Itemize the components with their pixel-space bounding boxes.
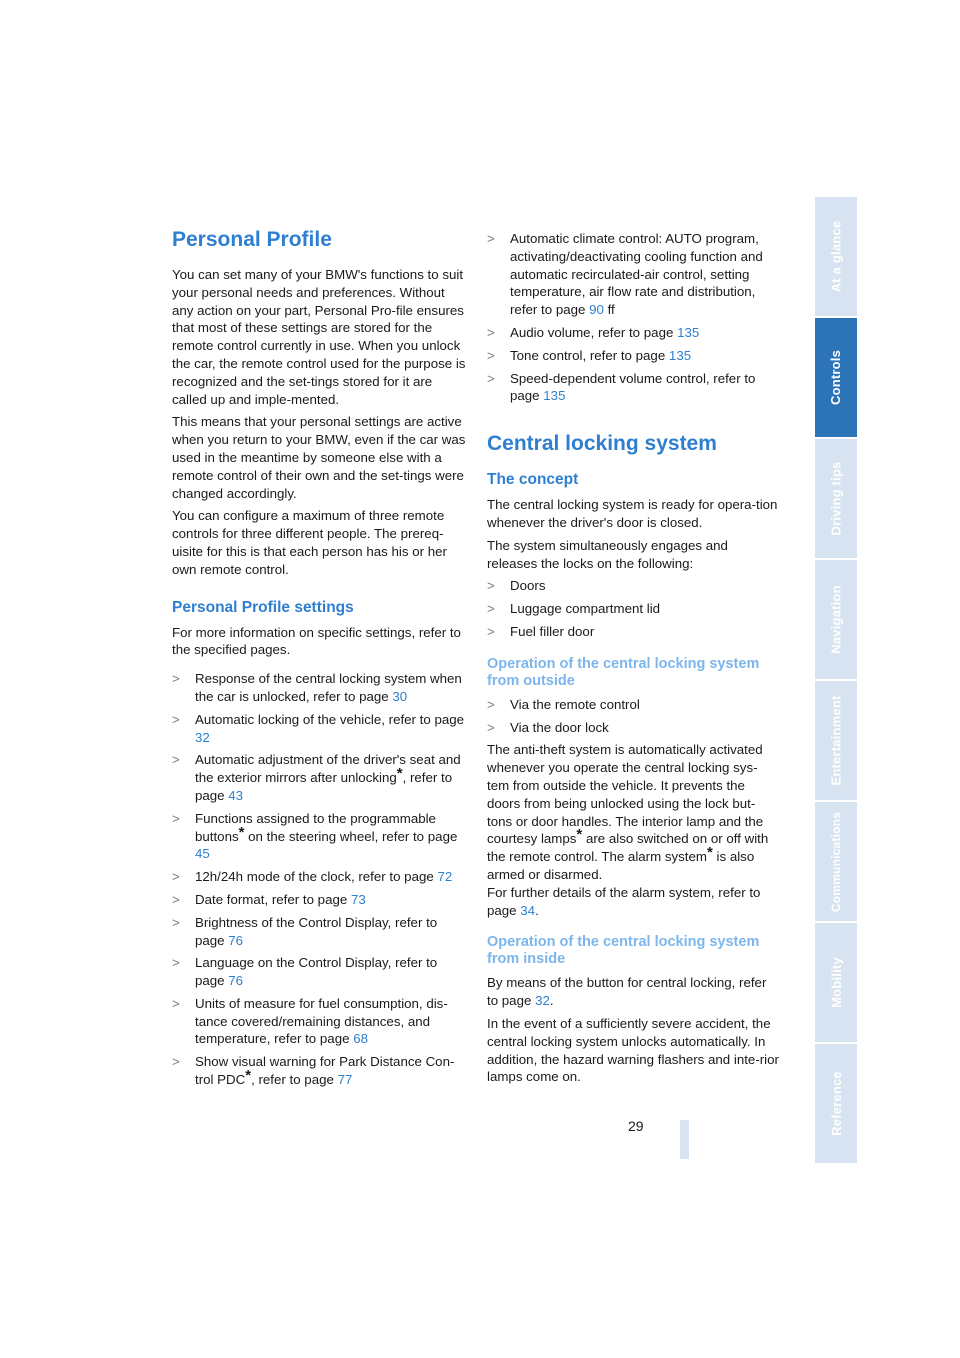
optional-equipment-star: *	[396, 765, 403, 783]
page-link[interactable]: 45	[195, 846, 210, 862]
list-item: > Date format, refer to page 73	[172, 891, 468, 909]
list-item: > Doors	[487, 577, 779, 595]
list-item: > Speed-dependent volume control, refer to page 135	[487, 370, 779, 406]
subsection-title-inside: Operation of the central locking system from inside	[487, 934, 760, 968]
sidebar-tab-label: Reference	[828, 1071, 844, 1136]
page-link[interactable]: 76	[228, 932, 244, 948]
page-link[interactable]: 72	[437, 869, 453, 885]
list-item: > Language on the Control Display, refer to page 76	[172, 954, 468, 990]
subsection-title-settings: Personal Profile settings	[172, 598, 354, 616]
sidebar-tab-mobility[interactable]	[815, 923, 857, 1042]
paragraph: By means of the button for central locking, refer to page 32.	[487, 975, 767, 1009]
outside-list	[487, 696, 779, 737]
paragraph: You can set many of your BMW's functions to suit your personal needs and preferences. Without any action on your part, Personal Pro-file ensures that most of these settings are stored for the remote control currently in use. When you unlock the car, the remote control used for the purpose is recognized and the set-tings stored for it are called up and imple-mented.	[172, 267, 466, 407]
settings-list	[172, 670, 468, 1089]
paragraph: For further details of the alarm system, refer to page 34.	[487, 884, 761, 918]
list-item: > Automatic adjustment of the driver's seat and the exterior mirrors after unlocking*, refer to page 43	[172, 751, 468, 804]
paragraph: The central locking system is ready for opera-tion whenever the driver's door is closed.	[487, 497, 778, 530]
page-link[interactable]: 30	[392, 688, 408, 704]
optional-equipment-star: *	[576, 826, 583, 844]
sidebar-tab-label: At a glance	[828, 220, 844, 293]
lock-list	[487, 577, 779, 640]
page-marker-bar	[680, 1120, 689, 1159]
sidebar-tab-label: Communications	[829, 811, 843, 912]
page-number: 29	[628, 1118, 644, 1134]
sidebar-tab-driving-tips[interactable]	[815, 439, 857, 558]
paragraph: For more information on specific settings, refer to the specified pages.	[172, 624, 461, 658]
page-link[interactable]: 32	[195, 729, 210, 745]
sidebar-tab-label: Navigation	[828, 585, 844, 654]
list-item: > Automatic climate control: AUTO program, activating/deactivating cooling function and automatic recirculated-air control, setting temperature, air flow rate and distribution, refer to page 90 ff	[487, 230, 779, 319]
optional-equipment-star: *	[238, 823, 245, 841]
page-link[interactable]: 34	[520, 902, 536, 918]
list-item: > Functions assigned to the programmable buttons* on the steering wheel, refer to page 45	[172, 810, 468, 863]
paragraph: This means that your personal settings are active when you return to your BMW, even if the car was used in the meantime by someone else with a remote control of their own and the set-tings were changed accordingly.	[172, 414, 466, 501]
sidebar-tab-label: Driving tips	[828, 461, 844, 536]
sidebar-tab-communications[interactable]	[815, 802, 857, 921]
section-title-central-locking: Central locking system	[487, 432, 717, 456]
left-column	[172, 226, 468, 1094]
list-item: > Audio volume, refer to page 135	[487, 324, 779, 342]
sidebar-tab-reference[interactable]	[815, 1044, 857, 1163]
list-item: > Via the door lock	[487, 719, 779, 737]
chapter-sidebar	[815, 197, 857, 1161]
paragraph: The system simultaneously engages and releases the locks on the following:	[487, 537, 728, 571]
page-link[interactable]: 135	[543, 388, 566, 404]
settings-list-continued	[487, 230, 779, 405]
sidebar-tab-label: Controls	[828, 349, 844, 406]
list-item: > Brightness of the Control Display, refer to page 76	[172, 914, 468, 950]
list-item: > Response of the central locking system when the car is unlocked, refer to page 30	[172, 670, 468, 706]
sidebar-tab-controls[interactable]	[815, 318, 857, 437]
sidebar-tab-label: Entertainment	[828, 695, 844, 786]
paragraph: The anti-theft system is automatically activated whenever you operate the central locking sys-tem from outside the vehicle. It prevents the doors from being unlocked using the lock but-tons or door handles. The interior lamp and the courtesy lamps* are also switched on or off with the remote control. The alarm system* is also armed or disarmed.	[487, 742, 769, 882]
subsection-title-outside: Operation of the central locking system from outside	[487, 655, 760, 689]
list-item: > Tone control, refer to page 135	[487, 347, 779, 365]
page-link[interactable]: 135	[668, 347, 692, 363]
list-item: > Via the remote control	[487, 696, 779, 714]
sidebar-tab-label: Mobility	[828, 957, 844, 1008]
paragraph: In the event of a sufficiently severe accident, the central locking system unlocks automatically. In addition, the hazard warning flashers and inte-rior lamps come on.	[487, 1015, 779, 1085]
subsection-title-concept: The concept	[487, 471, 579, 489]
list-item: > Luggage compartment lid	[487, 600, 779, 618]
optional-equipment-star: *	[245, 1067, 252, 1085]
page-link[interactable]: 32	[535, 993, 550, 1009]
page-link[interactable]: 135	[677, 324, 700, 340]
optional-equipment-star: *	[706, 844, 713, 862]
page-link[interactable]: 68	[353, 1031, 368, 1047]
list-item: > Automatic locking of the vehicle, refer to page 32	[172, 711, 468, 747]
list-item: > 12h/24h mode of the clock, refer to page 72	[172, 868, 468, 886]
paragraph: You can configure a maximum of three remote controls for three different people. The prereq-uisite for this is that each person has his or her own remote control.	[172, 508, 447, 577]
list-item: > Units of measure for fuel consumption, dis-tance covered/remaining distances, and temperature, refer to page 68	[172, 995, 468, 1048]
page-link[interactable]: 76	[228, 973, 244, 989]
sidebar-tab-entertainment[interactable]	[815, 681, 857, 800]
section-title-personal-profile: Personal Profile	[172, 228, 332, 251]
right-column	[487, 230, 779, 1091]
page-link[interactable]: 77	[337, 1072, 353, 1088]
list-item: > Fuel filler door	[487, 623, 779, 641]
list-item: > Show visual warning for Park Distance Con-trol PDC*, refer to page 77	[172, 1053, 468, 1089]
sidebar-tab-at-a-glance[interactable]	[815, 197, 857, 316]
page-link[interactable]: 90	[589, 302, 604, 318]
page-link[interactable]: 73	[350, 891, 366, 907]
page-link[interactable]: 43	[228, 787, 244, 803]
sidebar-tab-navigation[interactable]	[815, 560, 857, 679]
